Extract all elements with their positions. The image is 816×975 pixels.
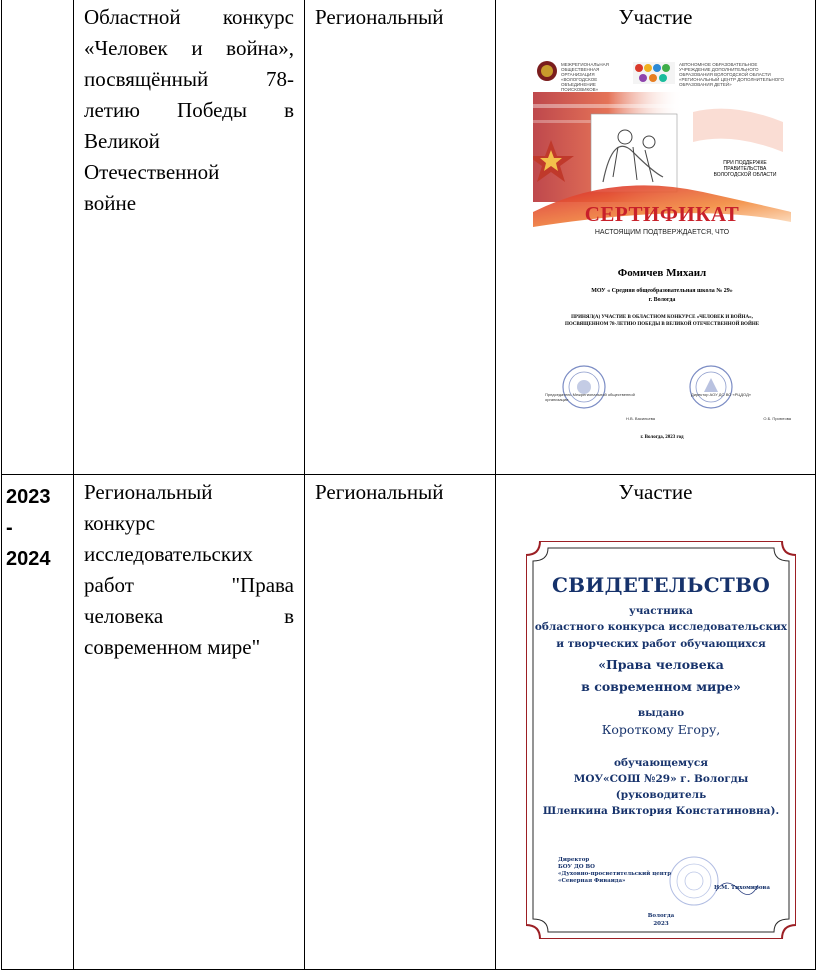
contest-name-line: Областной конкурс [84, 5, 294, 29]
certificate-line: и творческих работ обучающихся [556, 638, 766, 650]
certificate-school-line: г. Вологда [648, 297, 676, 303]
contest-name-line: «Человек и война», [84, 36, 294, 60]
contest-name-line: посвящённый 78- [84, 67, 294, 91]
director-line: «Северная Фиваида» [558, 878, 626, 884]
certificate-participation-line: ПРИНЯЛ(А) УЧАСТИЕ В ОБЛАСТНОМ КОНКУРСЕ «ЧЕЛОВЕК И ВОЙНА», [571, 315, 753, 320]
contest-name-line: Региональный [84, 480, 213, 504]
contest-name-line: исследовательских [84, 542, 253, 566]
year-cell [2, 475, 74, 970]
level-text: Региональный [315, 5, 444, 29]
certificate-participation [533, 314, 791, 328]
contest-name-line: войне [84, 191, 137, 215]
certificate-year: 2023 [653, 921, 669, 927]
level-cell [305, 0, 496, 475]
certificate-subtitle: НАСТОЯЩИМ ПОДТВЕРЖДАЕТСЯ, ЧТО [594, 229, 730, 236]
year-line: 2024 [6, 548, 51, 570]
contest-name-line: работ "Права [84, 573, 294, 597]
year-line: 2023 [6, 486, 51, 508]
certificate-city-year: г. Вологда, 2023 год [640, 435, 684, 440]
director-line: БОУ ДО ВО [558, 864, 595, 870]
contest-name-cell [74, 0, 305, 475]
result-text: Участие [618, 5, 693, 29]
certificate-line: обучающемуся [613, 757, 709, 769]
certificate-image [526, 541, 796, 939]
certificate-line: областного конкурса исследовательских [534, 621, 788, 633]
certificate-director [558, 857, 698, 885]
certificate-title: СЕРТИФИКАТ [584, 202, 740, 226]
signature-name: Н.В. Васильева [626, 416, 655, 421]
contest-name-cell [74, 475, 305, 970]
director-line: Директор [558, 857, 590, 863]
certificate-contest: «Права человека [598, 657, 724, 672]
certificate-recipient: Короткому Егору, [601, 722, 721, 737]
contest-name-line: Великой [84, 129, 160, 153]
director-line: «Духовно-просветительский центр [558, 871, 672, 877]
certificate-title: СВИДЕТЕЛЬСТВО [551, 573, 771, 597]
certificate-school [533, 287, 791, 305]
certificate-header-left: МЕЖРЕГИОНАЛЬНАЯ ОБЩЕСТВЕННАЯ ОРГАНИЗАЦИЯ «ВОЛОГОДСКОЕ ОБЪЕДИНЕНИЕ ПОИСКОВИКОВ» [561, 62, 609, 92]
level-text: Региональный [315, 480, 444, 504]
signature-left [545, 392, 655, 421]
certificate-line: выдано [637, 707, 685, 719]
signature-role: Председатель Межрегиональной общественной организации [545, 392, 635, 402]
contest-name-line: человека в [84, 604, 294, 628]
certificate-director-name: Н.М. Тихомирова [714, 885, 770, 891]
certificate-supervisor: Шленкина Виктория Констатиновна). [542, 805, 780, 817]
result-text: Участие [618, 480, 693, 504]
signature-name: О.Б. Приютова [763, 416, 791, 421]
contest-name-line: Отечественной [84, 160, 220, 184]
contest-name-line: летию Победы в [84, 98, 294, 122]
year-cell [2, 0, 74, 475]
certificate-header-right: АВТОНОМНОЕ ОБРАЗОВАТЕЛЬНОЕ УЧРЕЖДЕНИЕ ДОПОЛНИТЕЛЬНОГО ОБРАЗОВАНИЯ ВОЛОГОДСКОЙ ОБЛАСТИ «РЕГИОНАЛЬНЫЙ ЦЕНТР ДОПОЛНИТЕЛЬНОГО ОБРАЗОВАНИЯ ДЕТЕЙ» [679, 62, 784, 87]
contest-name-line: современном мире" [84, 635, 261, 659]
certificate-school: МОУ«СОШ №29» г. Вологды [573, 773, 749, 785]
certificate-line: участника [629, 605, 693, 617]
certificate-image [533, 52, 791, 449]
certificate-support-text: ПРИ ПОДДЕРЖКЕ ПРАВИТЕЛЬСТВА ВОЛОГОДСКОЙ ОБЛАСТИ [713, 160, 777, 178]
certificate-city: Вологда [647, 913, 675, 919]
contest-name-line: конкурс [84, 511, 156, 535]
signature-right [691, 392, 791, 421]
year-line: - [6, 517, 13, 539]
certificate-artwork [533, 92, 791, 272]
certificate-contest: в современном мире» [581, 679, 741, 694]
certificate-recipient: Фомичев Михаил [617, 267, 707, 279]
certificate-line: (руководитель [615, 789, 707, 801]
signature-role: Директор АОУ ДО ВО «РЦДОД» [691, 392, 751, 397]
level-cell [305, 475, 496, 970]
certificate-school-line: МОУ « Средняя общеобразовательная школа № 29» [591, 288, 733, 294]
certificate-participation-line: ПОСВЯЩЕННОМ 78-ЛЕТИЮ ПОБЕДЫ В ВЕЛИКОЙ ОТЕЧЕСТВЕННОЙ ВОЙНЕ [564, 322, 760, 327]
